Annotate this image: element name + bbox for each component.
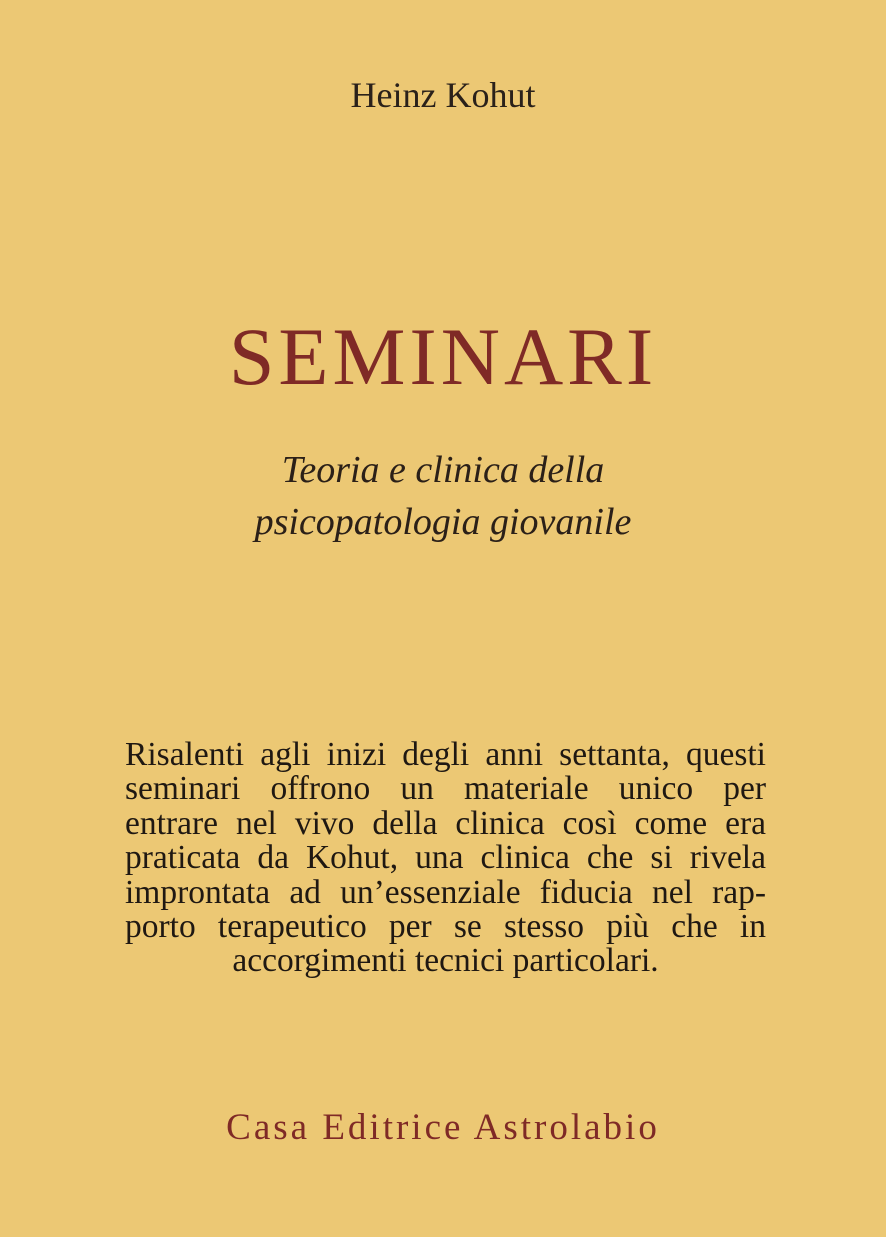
book-title: SEMINARI <box>228 311 658 402</box>
blurb-line: Risalenti agli inizi degli anni settanta, questi <box>125 736 766 773</box>
subtitle-line: psicopatologia giovanile <box>254 501 632 543</box>
author-name: Heinz Kohut <box>350 75 536 115</box>
blurb-line: entrare nel vivo della clinica così come era <box>125 804 766 842</box>
subtitle-line: Teoria e clinica della <box>281 449 605 491</box>
book-subtitle <box>0 444 886 548</box>
blurb-line: seminari offrono un materiale unico per <box>125 770 766 808</box>
blurb-line: accorgimenti tecnici particolari. <box>232 942 659 980</box>
blurb-line: porto terapeutico per se stesso più che in <box>125 908 766 946</box>
blurb-line: praticata da Kohut, una clinica che si rivela <box>125 839 766 877</box>
publisher-name: Casa Editrice Astrolabio <box>226 1107 660 1148</box>
blurb-line: improntata ad un’essenziale fiducia nel rap- <box>125 873 766 911</box>
cover-blurb <box>125 738 766 979</box>
